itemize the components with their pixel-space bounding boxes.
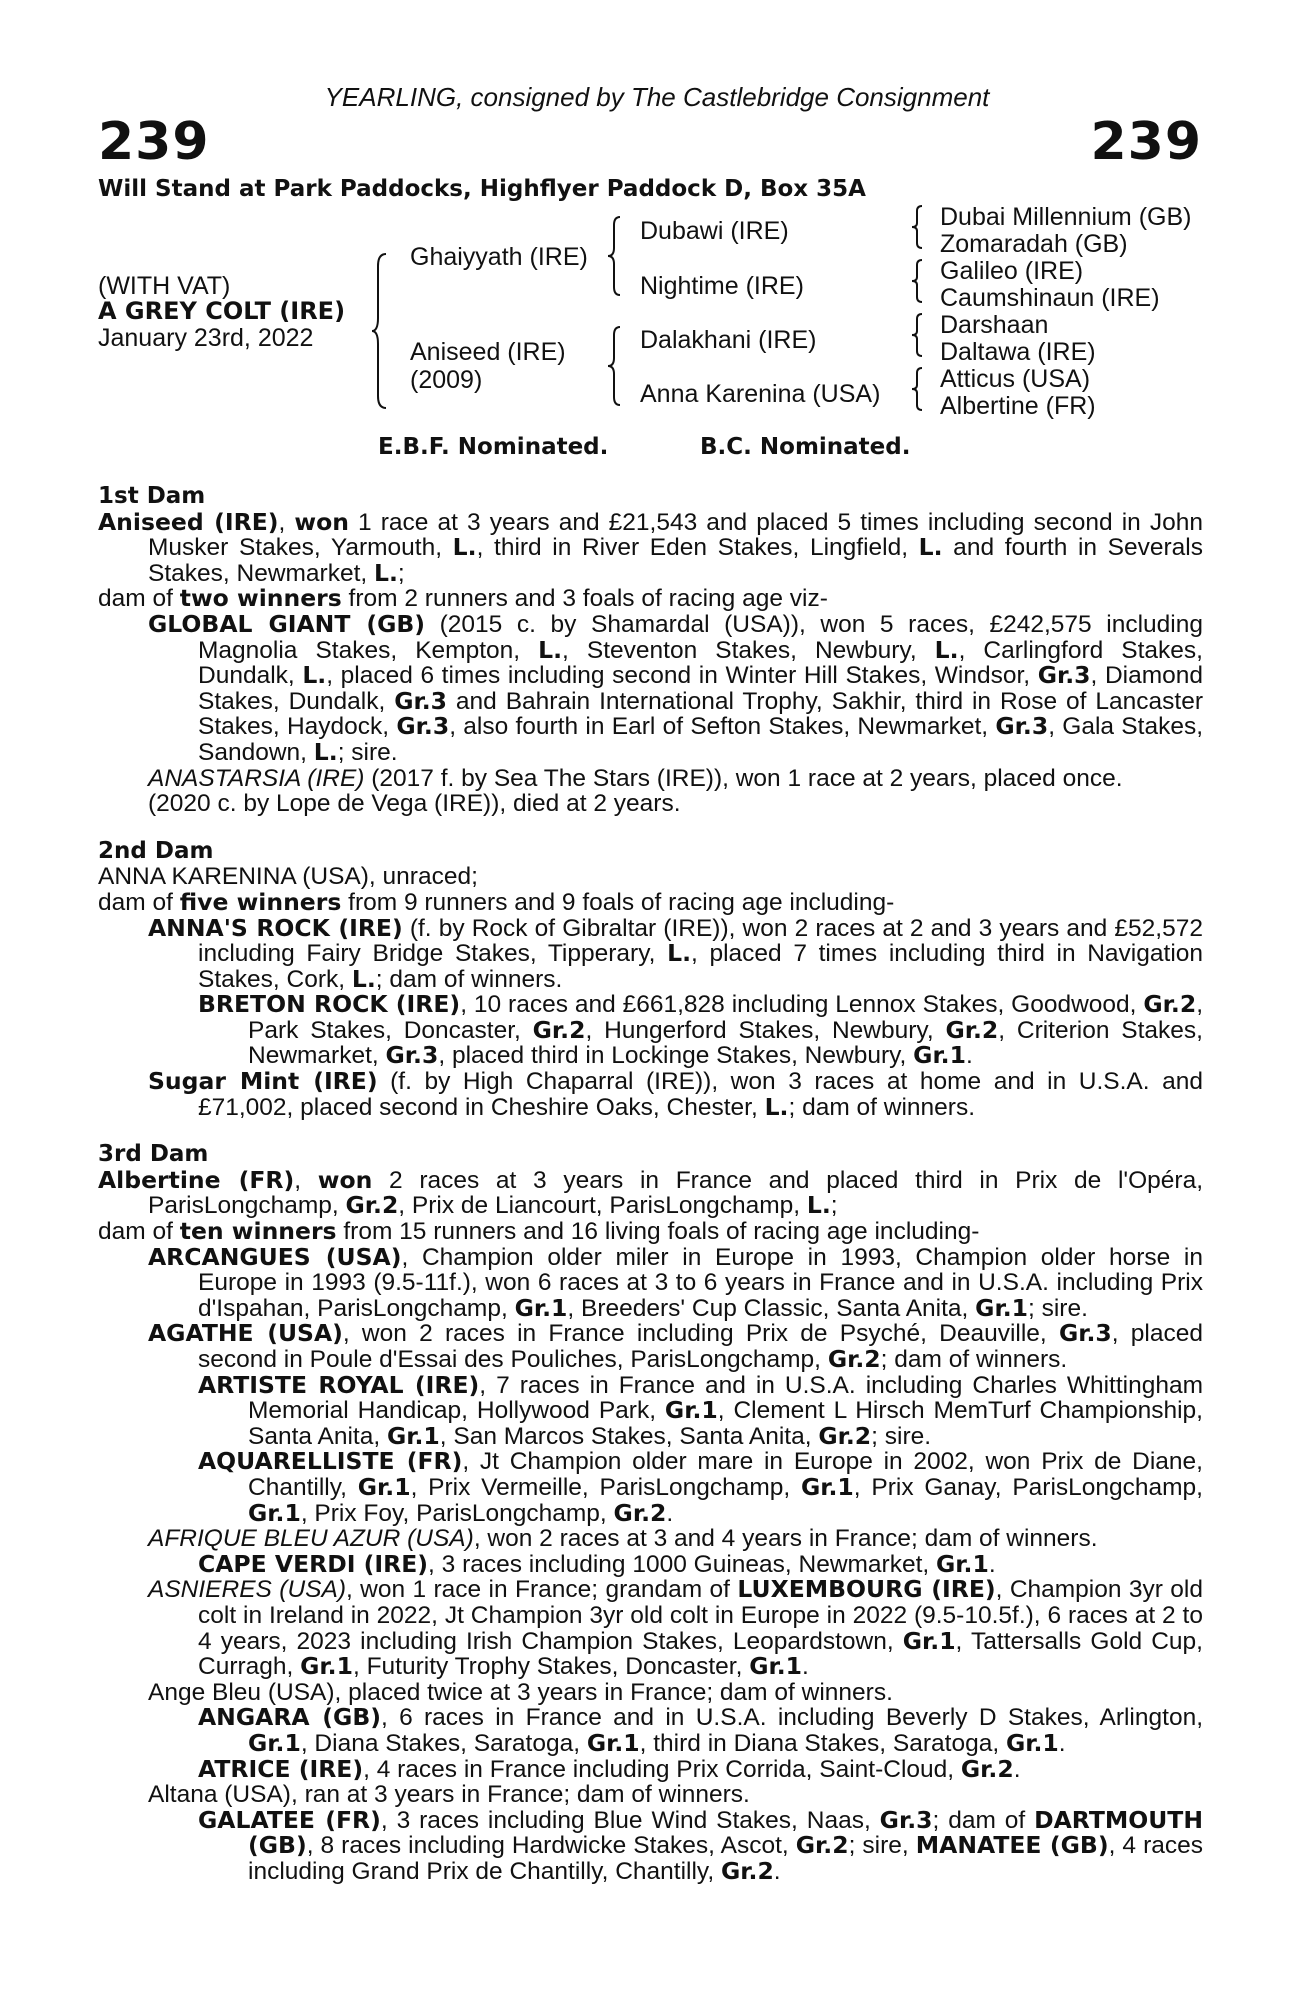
first-dam-record: Aniseed (IRE), won 1 race at 3 years and £21,543 and placed 5 times including second in John Musker Stakes, Yarmouth, L., third in River Eden Stakes, Lingfield, L. and fourth in Severals Stakes, Newmarket, L.; [98,507,1203,587]
produce-asnieres: ASNIERES (USA), won 1 race in France; grandam of LUXEMBOURG (IRE), Champion 3yr old colt in Ireland in 2022, Jt Champion 3yr old colt in Europe in 2022 (9.5-10.5f.), 6 races at 2 to 4 years, 2023 including Irish Champion Stakes, Leopardstown, Gr.1, Tattersalls Gold Cup, Curragh, Gr.1, Futurity Trophy Stakes, Doncaster, Gr.1. [148,1575,1203,1681]
dam-dam: Anna Karenina (USA) [640,380,881,408]
produce-ange-bleu: Ange Bleu (USA), placed twice at 3 years in France; dam of winners. [148,1678,893,1706]
dam-sire-sire: Darshaan [940,311,1049,339]
produce-altana: Altana (USA), ran at 3 years in France; dam of winners. [148,1781,750,1809]
sire-sire-sire: Dubai Millennium (GB) [940,203,1192,231]
horse-name-bold: BRETON ROCK (IRE) [198,990,461,1019]
ebf-nomination: E.B.F. Nominated. [378,434,609,460]
produce-aquarelliste: AQUARELLISTE (FR), Jt Champion older mare in Europe in 2002, won Prix de Diane, Chantilly, Gr.1, Prix Vermeille, ParisLongchamp, Gr.1, Prix Ganay, ParisLongchamp, Gr.1, Prix Foy, ParisLongchamp, Gr.2. [198,1447,1203,1527]
winners-count: five winners [179,887,342,916]
listed-badge: L. [374,558,398,587]
horse-name-bold: ATRICE (IRE) [198,1754,364,1783]
produce-sugar-mint: Sugar Mint (IRE) (f. by High Chaparral (IRE)), won 3 races at home and in U.S.A. and £71,002, placed second in Cheshire Oaks, Chester, L.; dam of winners. [148,1067,1203,1121]
sire-sire: Dubawi (IRE) [640,217,789,245]
dam-year: (2009) [410,366,483,394]
lot-number-right: 239 [1090,112,1202,172]
listed-badge: L. [452,533,477,562]
horse-name: A GREY COLT (IRE) [98,297,346,325]
dam-sire: Dalakhani (IRE) [640,326,817,354]
dam-sire-dam: Daltawa (IRE) [940,338,1096,366]
produce-agathe: AGATHE (USA), won 2 races in France including Prix de Psyché, Deauville, Gr.3, placed second in Poule d'Essai des Pouliches, ParisLongchamp, Gr.2; dam of winners. [148,1319,1203,1373]
produce-atrice: ATRICE (IRE), 4 races in France including Prix Corrida, Saint-Cloud, Gr.2. [198,1754,1021,1783]
catalogue-body [98,484,1203,1884]
brace-sd [910,258,926,304]
third-dam-record: Albertine (FR), won 2 races at 3 years in France and placed third in Prix de l'Opéra, ParisLongchamp, Gr.2, Prix de Liancourt, ParisLongchamp, L.; [98,1165,1204,1220]
dam-dam-sire: Atticus (USA) [940,365,1091,393]
brace-ss [910,204,926,250]
first-dam-name: Aniseed (IRE) [98,507,279,536]
second-dam-name-line: ANNA KARENINA (USA), unraced; [98,863,478,891]
winners-count: ten winners [179,1217,337,1246]
brace-sire [606,215,624,297]
horse-name-bold: ANNA'S ROCK (IRE) [148,913,403,942]
consignor-line: YEARLING, consigned by The Castlebridge Consignment [324,82,990,112]
sire-dam: Nightime (IRE) [640,272,804,300]
produce-breton-rock: BRETON ROCK (IRE), 10 races and £661,828 including Lennox Stakes, Goodwood, Gr.2, Park Stakes, Doncaster, Gr.2, Hungerford Stakes, Newbury, Gr.2, Criterion Stakes, Newmarket, Gr.3, placed third in Lockinge Stakes, Newbury, Gr.1. [198,990,1204,1070]
horse-name-bold: ARCANGUES (USA) [148,1242,402,1271]
produce-arcangues: ARCANGUES (USA), Champion older miler in Europe in 1993, Champion older horse in Europe in 1993 (9.5-11f.), won 6 races at 3 to 6 years in France and in U.S.A. including Prix d'Ispahan, ParisLongchamp, Gr.1, Breeders' Cup Classic, Santa Anita, Gr.1; sire. [148,1242,1203,1322]
horse-name-bold: CAPE VERDI (IRE) [198,1549,429,1578]
record-text: 1 race at 3 years and £21,543 and placed 5 times including second in John Musker Stakes, Yarmouth, [148,508,1203,562]
date-of-birth: January 23rd, 2022 [98,324,314,352]
winners-count: two winners [179,584,342,613]
record-text: , third in River Eden Stakes, Lingfield, [476,534,919,562]
horse-name-bold: AQUARELLISTE (FR) [198,1447,463,1476]
listed-badge: L. [918,533,943,562]
horse-name-bold: ANGARA (GB) [198,1703,381,1732]
dam-name: Aniseed (IRE) [410,338,566,366]
second-dam-produce-summary: dam of five winners from 9 runners and 9 foals of racing age including- [98,887,895,916]
horse-name-bold: ARTISTE ROYAL (IRE) [198,1370,480,1399]
won-label: won [317,1165,373,1194]
brace-dam [606,325,624,407]
produce-artiste-royal: ARTISTE ROYAL (IRE), 7 races in France and in U.S.A. including Charles Whittingham Memorial Handicap, Hollywood Park, Gr.1, Clement L Hirsch MemTurf Championship, Santa Anita, Gr.1, San Marcos Stakes, Santa Anita, Gr.2; sire. [198,1370,1203,1450]
produce-afrique-bleu-azur: AFRIQUE BLEU AZUR (USA), won 2 races at 3 and 4 years in France; dam of winners. [148,1525,1098,1553]
sire-name: Ghaiyyath (IRE) [410,243,588,271]
horse-name-bold: GALATEE (FR) [198,1805,381,1834]
record-text: ; [397,559,405,587]
dam-dam-dam: Albertine (FR) [940,392,1096,420]
sire-sire-dam: Zomaradah (GB) [940,230,1128,258]
won-label: won [294,507,349,536]
horse-name-italic: AFRIQUE BLEU AZUR (USA) [148,1525,474,1553]
first-dam-produce-summary: dam of two winners from 2 runners and 3 foals of racing age viz- [98,584,828,613]
first-dam-heading: 1st Dam [98,483,206,509]
third-dam-heading: 3rd Dam [98,1141,209,1168]
stand-location: Will Stand at Park Paddocks, Highflyer Paddock D, Box 35A [98,176,866,202]
produce-angara: ANGARA (GB), 6 races in France and in U.S.A. including Beverly D Stakes, Arlington, Gr.1, Diana Stakes, Saratoga, Gr.1, third in Diana Stakes, Saratoga, Gr.1. [198,1703,1203,1757]
brace-horse [370,252,390,410]
second-dam-heading: 2nd Dam [98,837,214,864]
horse-name-italic: ANASTARSIA (IRE) [148,764,365,792]
lot-number-left: 239 [98,112,210,172]
horse-name-italic: ASNIERES (USA) [148,1576,346,1604]
produce-anastarsia: ANASTARSIA (IRE) (2017 f. by Sea The Stars (IRE)), won 1 race at 2 years, placed once. [148,764,1123,792]
sire-dam-sire: Galileo (IRE) [940,257,1084,285]
produce-2020-colt: (2020 c. by Lope de Vega (IRE)), died at 2 years. [148,790,681,818]
sire-dam-dam: Caumshinaun (IRE) [940,284,1160,312]
horse-name-bold: AGATHE (USA) [148,1319,343,1348]
horse-name-bold: Sugar Mint (IRE) [148,1067,378,1096]
record-text: and fourth in Severals Stakes, Newmarket, [148,534,1203,587]
horse-name-bold: LUXEMBOURG (IRE) [737,1575,996,1604]
produce-annas-rock: ANNA'S ROCK (IRE) (f. by Rock of Gibraltar (IRE)), won 2 races at 2 and 3 years and £52,572 including Fairy Bridge Stakes, Tipperary, L., placed 7 times including third in Navigation Stakes, Cork, L.; dam of winners. [148,913,1204,993]
third-dam-produce-summary: dam of ten winners from 15 runners and 16 living foals of racing age including- [98,1217,980,1246]
bc-nomination: B.C. Nominated. [700,434,911,460]
horse-name-bold: GLOBAL GIANT (GB) [148,609,426,638]
third-dam-name: Albertine (FR) [98,1165,295,1194]
horse-name-bold: MANATEE (GB) [915,1831,1109,1860]
vat-note: (WITH VAT) [98,272,231,300]
brace-ds [910,312,926,358]
produce-cape-verdi: CAPE VERDI (IRE), 3 races including 1000 Guineas, Newmarket, Gr.1. [198,1549,996,1578]
produce-galatee: GALATEE (FR), 3 races including Blue Wind Stakes, Naas, Gr.3; dam of DARTMOUTH (GB), 8 races including Hardwicke Stakes, Ascot, Gr.2; sire, MANATEE (GB), 4 races including Grand Prix de Chantilly, Chantilly, Gr.2. [198,1805,1203,1885]
produce-global-giant: GLOBAL GIANT (GB) (2015 c. by Shamardal (USA)), won 5 races, £242,575 including Magnolia Stakes, Kempton, L., Steventon Stakes, Newbury, L., Carlingford Stakes, Dundalk, L., placed 6 times including second in Winter Hill Stakes, Windsor, Gr.3, Diamond Stakes, Dundalk, Gr.3 and Bahrain International Trophy, Sakhir, third in Rose of Lancaster Stakes, Haydock, Gr.3, also fourth in Earl of Sefton Stakes, Newmarket, Gr.3, Gala Stakes, Sandown, L.; sire. [148,609,1203,766]
brace-dd [910,366,926,412]
horse-name-bold: DARTMOUTH (GB) [248,1805,1203,1860]
